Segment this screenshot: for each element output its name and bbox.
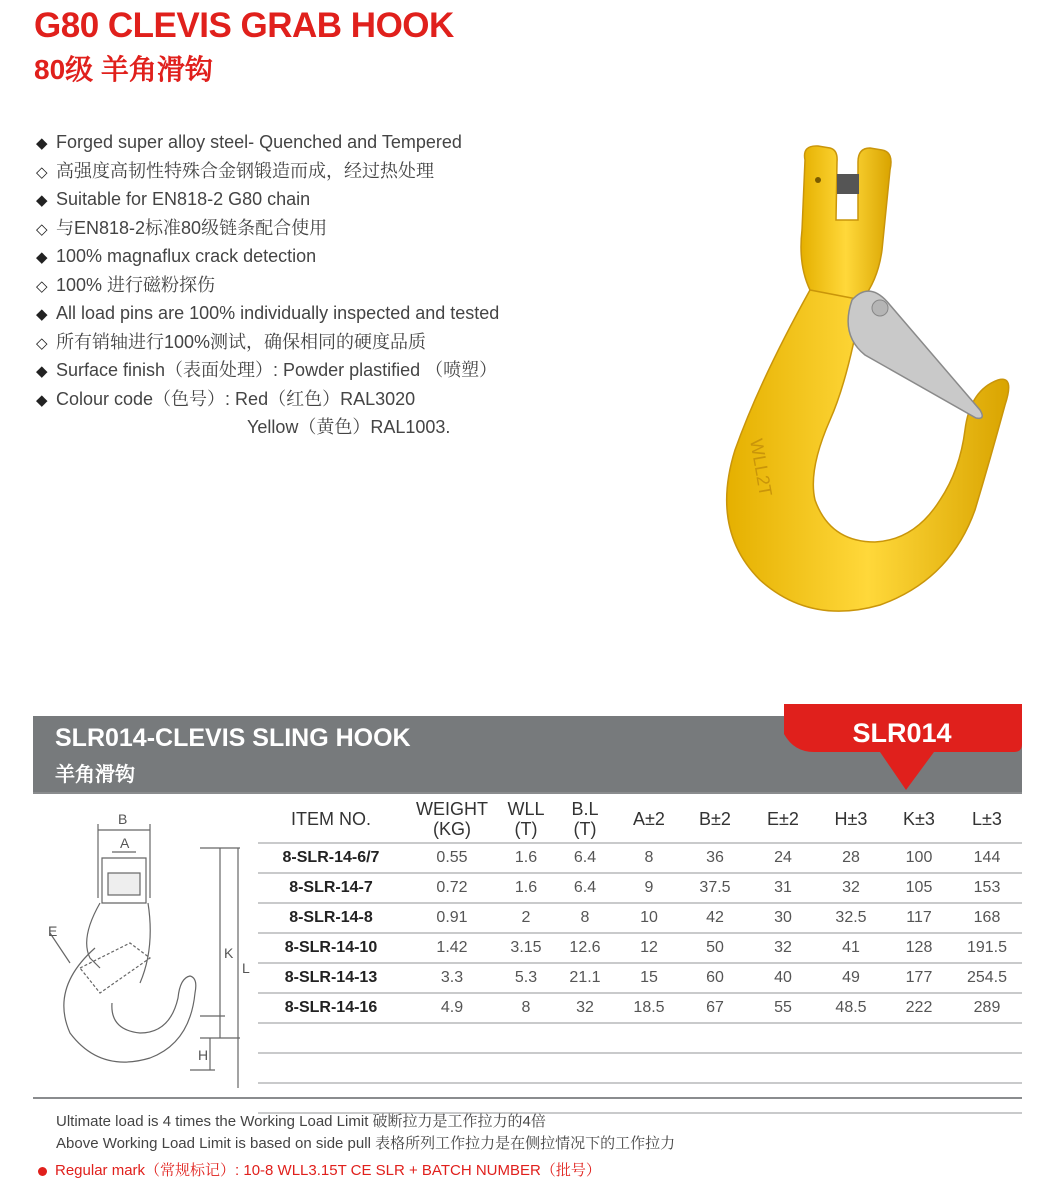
section-title: SLR014-CLEVIS SLING HOOK — [55, 724, 411, 752]
table-cell: 100 — [886, 843, 952, 873]
table-row — [258, 843, 1022, 873]
table-cell: 40 — [750, 963, 816, 993]
table-cell: 49 — [816, 963, 886, 993]
dim-label-a: A — [120, 835, 130, 851]
table-row — [258, 993, 1022, 1023]
table-cell: 8-SLR-14-13 — [258, 963, 404, 993]
header-text: ITEM NO. — [291, 809, 371, 829]
feature-list — [36, 128, 499, 442]
header-text: (KG) — [433, 819, 471, 839]
table-cell: 8 — [552, 903, 618, 933]
table-cell: 117 — [886, 903, 952, 933]
table-cell: 8 — [500, 993, 552, 1023]
bullet-icon: ◇ — [36, 277, 48, 295]
table-cell — [404, 1023, 500, 1053]
table-row — [258, 963, 1022, 993]
table-row — [258, 873, 1022, 903]
col-header-item — [258, 796, 404, 843]
dim-label-h: H — [198, 1047, 209, 1063]
header-text: (T) — [573, 819, 597, 839]
table-cell — [680, 1053, 750, 1083]
note-side-pull: Above Working Load Limit is based on side pull 表格所列工作拉力是在侧拉情况下的工作拉力 — [56, 1135, 676, 1152]
bullet-icon: ◇ — [36, 163, 48, 181]
table-cell: 1.42 — [404, 933, 500, 963]
table-cell: 1.6 — [500, 873, 552, 903]
dimension-diagram — [40, 808, 255, 1088]
table-cell — [816, 1053, 886, 1083]
feature-item: ◇ 与EN818-2标准80级链条配合使用 — [36, 214, 499, 243]
table-cell: 0.55 — [404, 843, 500, 873]
table-cell: 12 — [618, 933, 680, 963]
page-title: G80 CLEVIS GRAB HOOK — [34, 6, 454, 45]
divider — [33, 792, 1022, 794]
table-cell: 42 — [680, 903, 750, 933]
table-cell: 32 — [552, 993, 618, 1023]
note-ultimate-load: Ultimate load is 4 times the Working Load Limit 破断拉力是工作拉力的4倍 — [56, 1113, 546, 1130]
table-cell — [816, 1023, 886, 1053]
col-header-e — [750, 796, 816, 843]
table-cell: 32.5 — [816, 903, 886, 933]
table-cell: 31 — [750, 873, 816, 903]
table-cell: 24 — [750, 843, 816, 873]
table-cell: 6.4 — [552, 873, 618, 903]
table-cell: 0.91 — [404, 903, 500, 933]
table-cell — [952, 1053, 1022, 1083]
header-text: WEIGHT — [416, 799, 488, 819]
col-header-l — [952, 796, 1022, 843]
table-row-empty — [258, 1023, 1022, 1053]
table-header-row — [258, 796, 1022, 843]
table-cell: 32 — [750, 933, 816, 963]
header-text: WLL — [507, 799, 545, 819]
table-cell: 32 — [816, 873, 886, 903]
table-cell — [552, 1023, 618, 1053]
table-cell — [886, 1053, 952, 1083]
table-cell — [258, 1023, 404, 1053]
table-cell: 8-SLR-14-7 — [258, 873, 404, 903]
table-cell: 55 — [750, 993, 816, 1023]
table-cell — [680, 1023, 750, 1053]
table-cell: 3.3 — [404, 963, 500, 993]
table-cell: 1.6 — [500, 843, 552, 873]
bullet-icon: ◇ — [36, 220, 48, 238]
model-badge: SLR014 — [852, 718, 952, 748]
feature-item: ◆ Forged super alloy steel- Quenched and Tempered — [36, 128, 499, 157]
table-cell: 36 — [680, 843, 750, 873]
table-cell: 3.15 — [500, 933, 552, 963]
hook-product-image — [690, 140, 1030, 620]
table-cell: 15 — [618, 963, 680, 993]
table-cell — [500, 1053, 552, 1083]
header-text: (T) — [514, 819, 538, 839]
table-cell: 21.1 — [552, 963, 618, 993]
table-cell: 153 — [952, 873, 1022, 903]
bullet-icon: ◆ — [36, 363, 48, 380]
dim-label-b: B — [118, 811, 128, 827]
bullet-icon: ◆ — [36, 249, 48, 266]
bullet-icon: ◆ — [36, 192, 48, 209]
table-cell: 6.4 — [552, 843, 618, 873]
section-subtitle: 羊角滑钩 — [55, 764, 135, 786]
feature-item-continued: Yellow（黄色）RAL1003. — [247, 417, 451, 437]
regular-mark: Regular mark（常规标记）: 10-8 WLL3.15T CE SLR + BATCH NUMBER（批号） — [38, 1159, 601, 1180]
header-text: L±3 — [972, 809, 1002, 829]
table-row-empty — [258, 1053, 1022, 1083]
table-cell: 60 — [680, 963, 750, 993]
bullet-icon: ◇ — [36, 334, 48, 352]
table-cell: 28 — [816, 843, 886, 873]
table-cell — [552, 1053, 618, 1083]
header-text: E±2 — [767, 809, 799, 829]
bullet-icon: ◆ — [36, 306, 48, 323]
table-cell: 289 — [952, 993, 1022, 1023]
dim-label-e: E — [48, 923, 58, 939]
table-cell: 254.5 — [952, 963, 1022, 993]
col-header-wll — [500, 796, 552, 843]
divider — [33, 1097, 1022, 1099]
col-header-b — [680, 796, 750, 843]
header-text: K±3 — [903, 809, 935, 829]
table-cell — [750, 1023, 816, 1053]
table-cell: 4.9 — [404, 993, 500, 1023]
table-cell: 5.3 — [500, 963, 552, 993]
table-cell — [404, 1053, 500, 1083]
table-cell: 41 — [816, 933, 886, 963]
table-cell: 10 — [618, 903, 680, 933]
table-cell: 177 — [886, 963, 952, 993]
bullet-icon: ◆ — [36, 391, 48, 409]
table-cell: 8-SLR-14-6/7 — [258, 843, 404, 873]
table-cell — [750, 1053, 816, 1083]
table-cell: 67 — [680, 993, 750, 1023]
table-cell: 50 — [680, 933, 750, 963]
table-cell: 8-SLR-14-8 — [258, 903, 404, 933]
header-text: A±2 — [633, 809, 665, 829]
table-cell — [952, 1023, 1022, 1053]
col-header-a — [618, 796, 680, 843]
page-title-cn: 80级 羊角滑钩 — [34, 54, 213, 85]
spec-table — [258, 796, 1022, 1114]
feature-item: ◆ Surface finish（表面处理）: Powder plastified （喷塑） — [36, 356, 499, 385]
table-cell: 144 — [952, 843, 1022, 873]
table-cell: 105 — [886, 873, 952, 903]
feature-item: ◆ 100% magnaflux crack detection — [36, 242, 499, 271]
table-cell: 222 — [886, 993, 952, 1023]
svg-text:WLL2T: WLL2T — [746, 437, 776, 498]
table-cell: 2 — [500, 903, 552, 933]
table-cell — [618, 1053, 680, 1083]
table-cell: 191.5 — [952, 933, 1022, 963]
red-dot-icon — [38, 1167, 47, 1176]
table-cell: 128 — [886, 933, 952, 963]
header-text: B±2 — [699, 809, 731, 829]
table-cell — [886, 1023, 952, 1053]
feature-item: ◆ Suitable for EN818-2 G80 chain — [36, 185, 499, 214]
table-cell: 168 — [952, 903, 1022, 933]
feature-item: ◇ 所有销轴进行100%测试，确保相同的硬度品质 — [36, 328, 499, 357]
table-cell: 37.5 — [680, 873, 750, 903]
col-header-h — [816, 796, 886, 843]
table-cell: 18.5 — [618, 993, 680, 1023]
table-row — [258, 933, 1022, 963]
table-cell — [500, 1023, 552, 1053]
col-header-bl — [552, 796, 618, 843]
header-text: B.L — [571, 799, 599, 819]
dim-label-k: K — [224, 945, 234, 961]
col-header-k — [886, 796, 952, 843]
table-cell: 48.5 — [816, 993, 886, 1023]
feature-item: ◆ All load pins are 100% individually inspected and tested — [36, 299, 499, 328]
feature-item: ◇ 高强度高韧性特殊合金钢锻造而成，经过热处理 — [36, 157, 499, 186]
table-cell: 8-SLR-14-16 — [258, 993, 404, 1023]
bullet-icon: ◆ — [36, 135, 48, 152]
feature-item: ◆ Colour code（色号）: Red（红色）RAL3020 — [36, 385, 499, 414]
table-cell — [618, 1023, 680, 1053]
col-header-weight — [404, 796, 500, 843]
table-cell: 8 — [618, 843, 680, 873]
table-cell: 9 — [618, 873, 680, 903]
table-cell: 8-SLR-14-10 — [258, 933, 404, 963]
table-cell: 12.6 — [552, 933, 618, 963]
table-row — [258, 903, 1022, 933]
header-text: H±3 — [834, 809, 868, 829]
table-cell: 0.72 — [404, 873, 500, 903]
table-cell — [258, 1053, 404, 1083]
table-cell: 30 — [750, 903, 816, 933]
feature-item: ◇ 100% 进行磁粉探伤 — [36, 271, 499, 300]
dim-label-l: L — [242, 960, 250, 976]
